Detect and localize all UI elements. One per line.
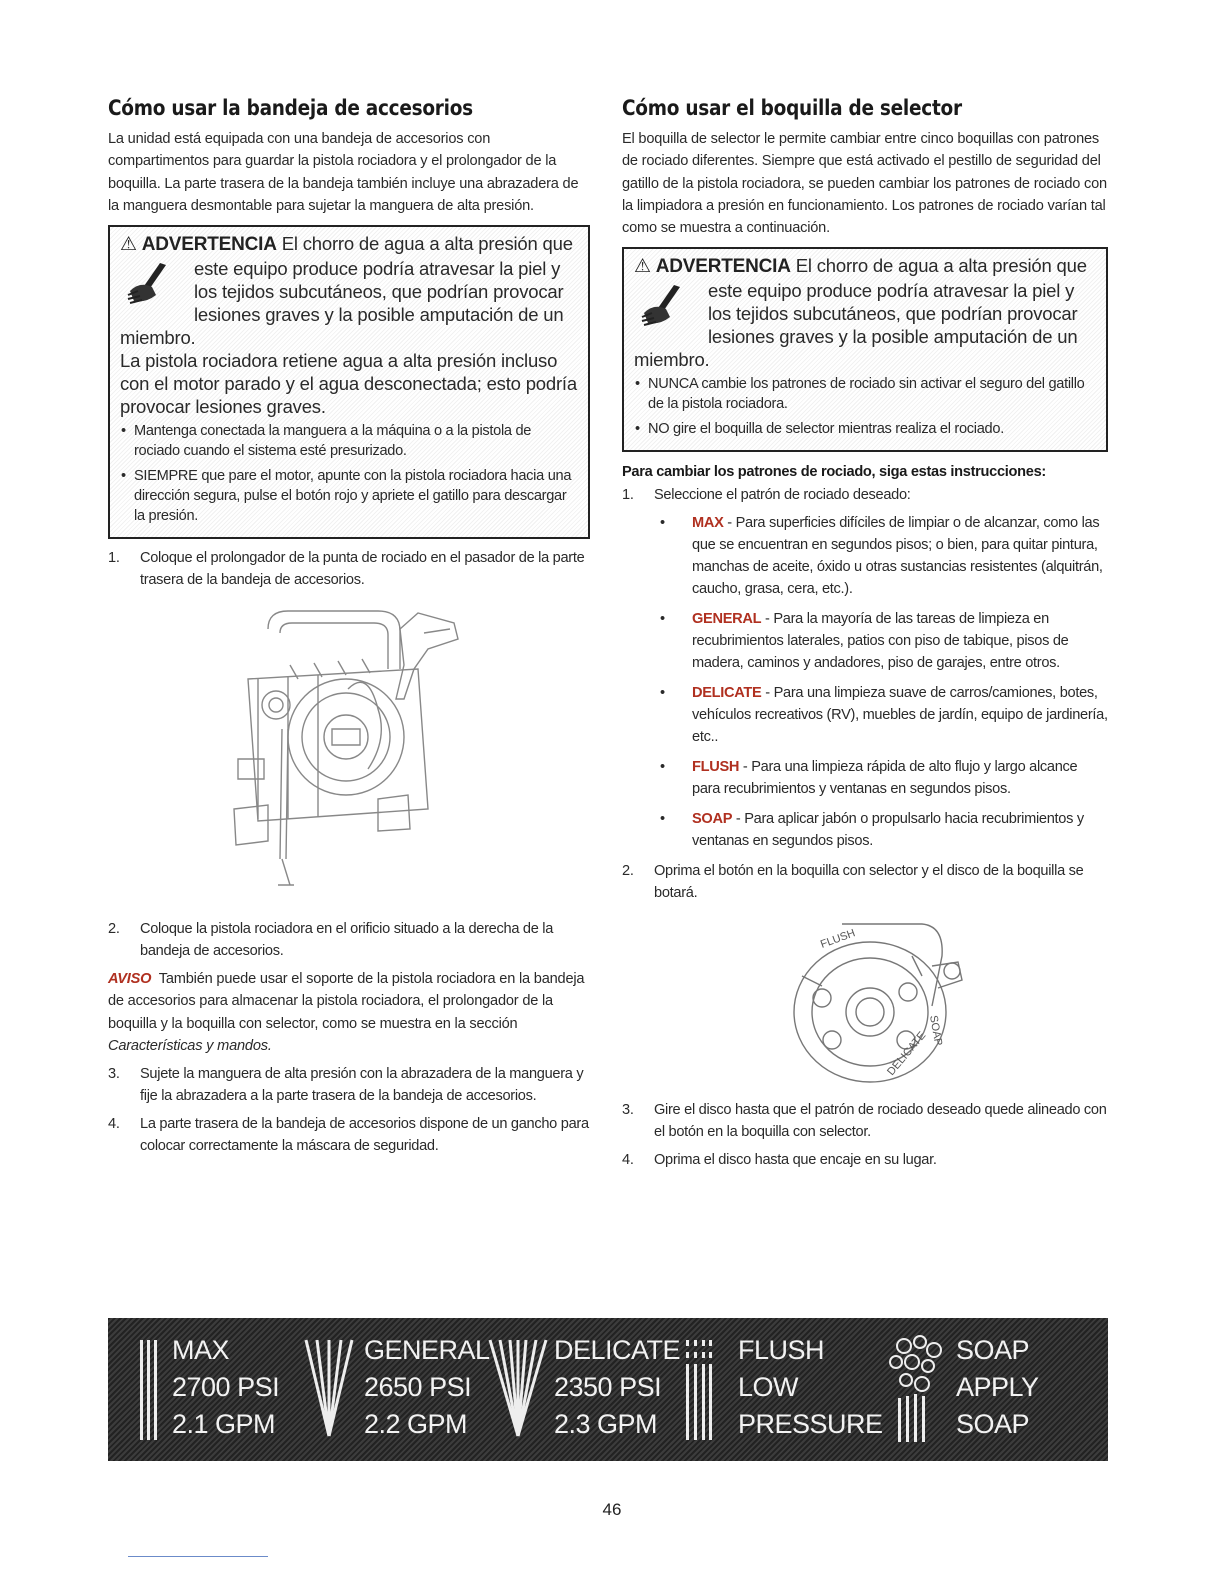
warning-bullet: • SIEMPRE que pare el motor, apunte con la pistola rociadora hacia una dirección segura, pulse el botón rojo y apriete el gatillo para descargar la presión. — [120, 466, 580, 526]
selector-nozzle-intro: El boquilla de selector le permite cambiar entre cinco boquillas con patrones de rociado diferentes. Siempre que está activado el pestillo de seguridad del gatillo de la pistola rociadora, se pueden cambiar los patrones de rociado con la limpiadora a presión en funcionamiento. Los patrones de rociado varían tal como se muestra a continuación. — [622, 131, 1107, 237]
option-delicate: • DELICATE - Para una limpieza suave de carros/camiones, botes, vehículos recreativos (RV), muebles de jardín, equipo de jardinería, etc.. — [660, 685, 1108, 746]
nozzle-step-1: 1. Seleccione el patrón de rociado deseado: — [622, 487, 911, 504]
warning-line-2: los tejidos subcutáneos, que podrían provocar — [708, 303, 1078, 325]
tray-step-1: 1. Coloque el prolongador de la punta de rociado en el pasador de la parte trasera de la bandeja de accesorios. — [108, 550, 585, 589]
option-max: • MAX - Para superficies difíciles de limpiar o de alcanzar, como las que se encuentran en segundos pisos; o bien, para quitar pintura, manchas de aceite, óxido u otras sustancias resistentes (alquitrán, caucho, grasa, cera, etc.). — [660, 515, 1103, 598]
warning-extra: La pistola rociadora retiene agua a alta presión incluso con el motor parado y el agua desconectada; esto podría provocar lesiones graves. — [120, 350, 577, 418]
warning-label: ADVERTENCIA — [141, 234, 277, 256]
legend-soap: SOAP APPLY SOAP — [956, 1335, 1039, 1439]
warning-line-3: lesiones graves y la posible amputación de un — [194, 304, 564, 326]
accessory-tray-intro: La unidad está equipada con una bandeja de accesorios con compartimentos para guardar la pistola rociadora y el prolongador de la boquilla. La parte trasera de la bandeja también incluye una abrazadera de la manguera desmontable para sujetar la manguera de alta presión. — [108, 131, 579, 214]
warning-heading — [634, 254, 1098, 279]
warning-bullet: • NUNCA cambie los patrones de rociado sin activar el seguro del gatillo de la pistola rociadora. — [634, 374, 1098, 414]
aviso-reference: Características y mandos. — [108, 1038, 272, 1055]
nozzle-step-3: 3. Gire el disco hasta que el patrón de rociado deseado quede alineado con el botón en la boquilla con selector. — [622, 1102, 1107, 1141]
warning-lead: El chorro de agua a alta presión que — [281, 233, 573, 255]
warning-line-1: este equipo produce podría atravesar la piel y — [708, 280, 1075, 302]
spray-pattern-subheading: Para cambiar los patrones de rociado, siga estas instrucciones: — [622, 464, 1046, 481]
tray-step-2: 2. Coloque la pistola rociadora en el orificio situado a la derecha de la bandeja de accesorios. — [108, 921, 554, 960]
nozzle-step-4: 4. Oprima el disco hasta que encaje en su lugar. — [622, 1152, 937, 1169]
warning-tail: miembro. — [120, 327, 196, 349]
warning-tail: miembro. — [634, 349, 710, 371]
warning-line-2: los tejidos subcutáneos, que podrían provocar — [194, 281, 564, 303]
legend-general: GENERAL 2650 PSI 2.2 GPM — [364, 1335, 490, 1439]
page-number: 46 — [602, 1500, 622, 1519]
delicate-pattern-icon — [488, 1338, 548, 1438]
legend-delicate: DELICATE 2350 PSI 2.3 GPM — [554, 1335, 681, 1439]
legend-max: MAX 2700 PSI 2.1 GPM — [172, 1335, 280, 1439]
dial-label-soap: SOAP — [927, 1014, 945, 1048]
warning-lead: El chorro de agua a alta presión que — [795, 255, 1087, 277]
warning-box-left — [108, 225, 590, 539]
soap-pattern-icon — [884, 1334, 948, 1444]
nozzle-step-2: 2. Oprima el botón en la boquilla con selector y el disco de la boquilla se botará. — [622, 863, 1084, 902]
tray-step-4: 4. La parte trasera de la bandeja de accesorios dispone de un gancho para colocar correctamente la máscara de seguridad. — [108, 1116, 589, 1155]
left-column — [108, 96, 590, 1163]
warning-bullet: • Mantenga conectada la manguera a la máquina o a la pistola de rociado cuando el sistema esté presurizado. — [120, 421, 580, 461]
warning-line-3: lesiones graves y la posible amputación de un — [708, 326, 1078, 348]
legend-flush: FLUSH LOW PRESSURE — [738, 1335, 883, 1439]
footer-rule — [128, 1556, 268, 1557]
section-title-selector-nozzle: Cómo usar el boquilla de selector — [622, 96, 962, 120]
warning-triangle-icon: ⚠ — [634, 256, 651, 278]
section-title-accessory-tray: Cómo usar la bandeja de accesorios — [108, 96, 473, 120]
dial-label-flush: FLUSH — [818, 927, 857, 952]
warning-bullet: • NO gire el boquilla de selector mientras realiza el rociado. — [634, 419, 1098, 439]
option-flush: • FLUSH - Para una limpieza rápida de alto flujo y largo alcance para recubrimientos y ventanas en segundos pisos. — [660, 759, 1078, 798]
warning-heading — [120, 232, 580, 257]
warning-label: ADVERTENCIA — [655, 256, 791, 278]
warning-triangle-icon: ⚠ — [120, 234, 137, 256]
warning-box-right — [622, 247, 1108, 452]
accessory-tray-illustration — [228, 609, 468, 899]
max-pattern-icon — [140, 1340, 160, 1440]
spray-pattern-legend-band — [108, 1318, 1108, 1461]
warning-bullets — [634, 374, 1098, 439]
option-soap: • SOAP - Para aplicar jabón o propulsarlo hacia recubrimientos y ventanas en segundos pisos. — [660, 811, 1084, 850]
tray-step-3: 3. Sujete la manguera de alta presión con la abrazadera de la manguera y fije la abrazadera a la parte trasera de la bandeja de accesorios. — [108, 1066, 584, 1105]
warning-bullets — [120, 421, 580, 526]
dial-label-delicate: DELICATE — [885, 1030, 929, 1079]
warning-line-1: este equipo produce podría atravesar la piel y — [194, 258, 561, 280]
selector-nozzle-illustration — [782, 916, 972, 1086]
aviso-label: AVISO — [108, 971, 152, 988]
flush-pattern-icon — [686, 1340, 712, 1440]
high-pressure-jet-hand-icon — [640, 283, 700, 327]
option-general: • GENERAL - Para la mayoría de las tareas de limpieza en recubrimientos laterales, patios con piso de tabique, pisos de madera, caminos y andadores, piso de garajes, entre otros. — [660, 611, 1069, 672]
right-column — [622, 96, 1108, 1177]
aviso-note: AVISO También puede usar el soporte de la pistola rociadora en la bandeja de accesorios para almacenar la pistola rociadora, el prolongador de la boquilla y la boquilla con selector, como se muestra en la sección Características y mandos. — [108, 971, 585, 1055]
high-pressure-jet-hand-icon — [126, 261, 186, 305]
general-pattern-icon — [304, 1338, 354, 1438]
